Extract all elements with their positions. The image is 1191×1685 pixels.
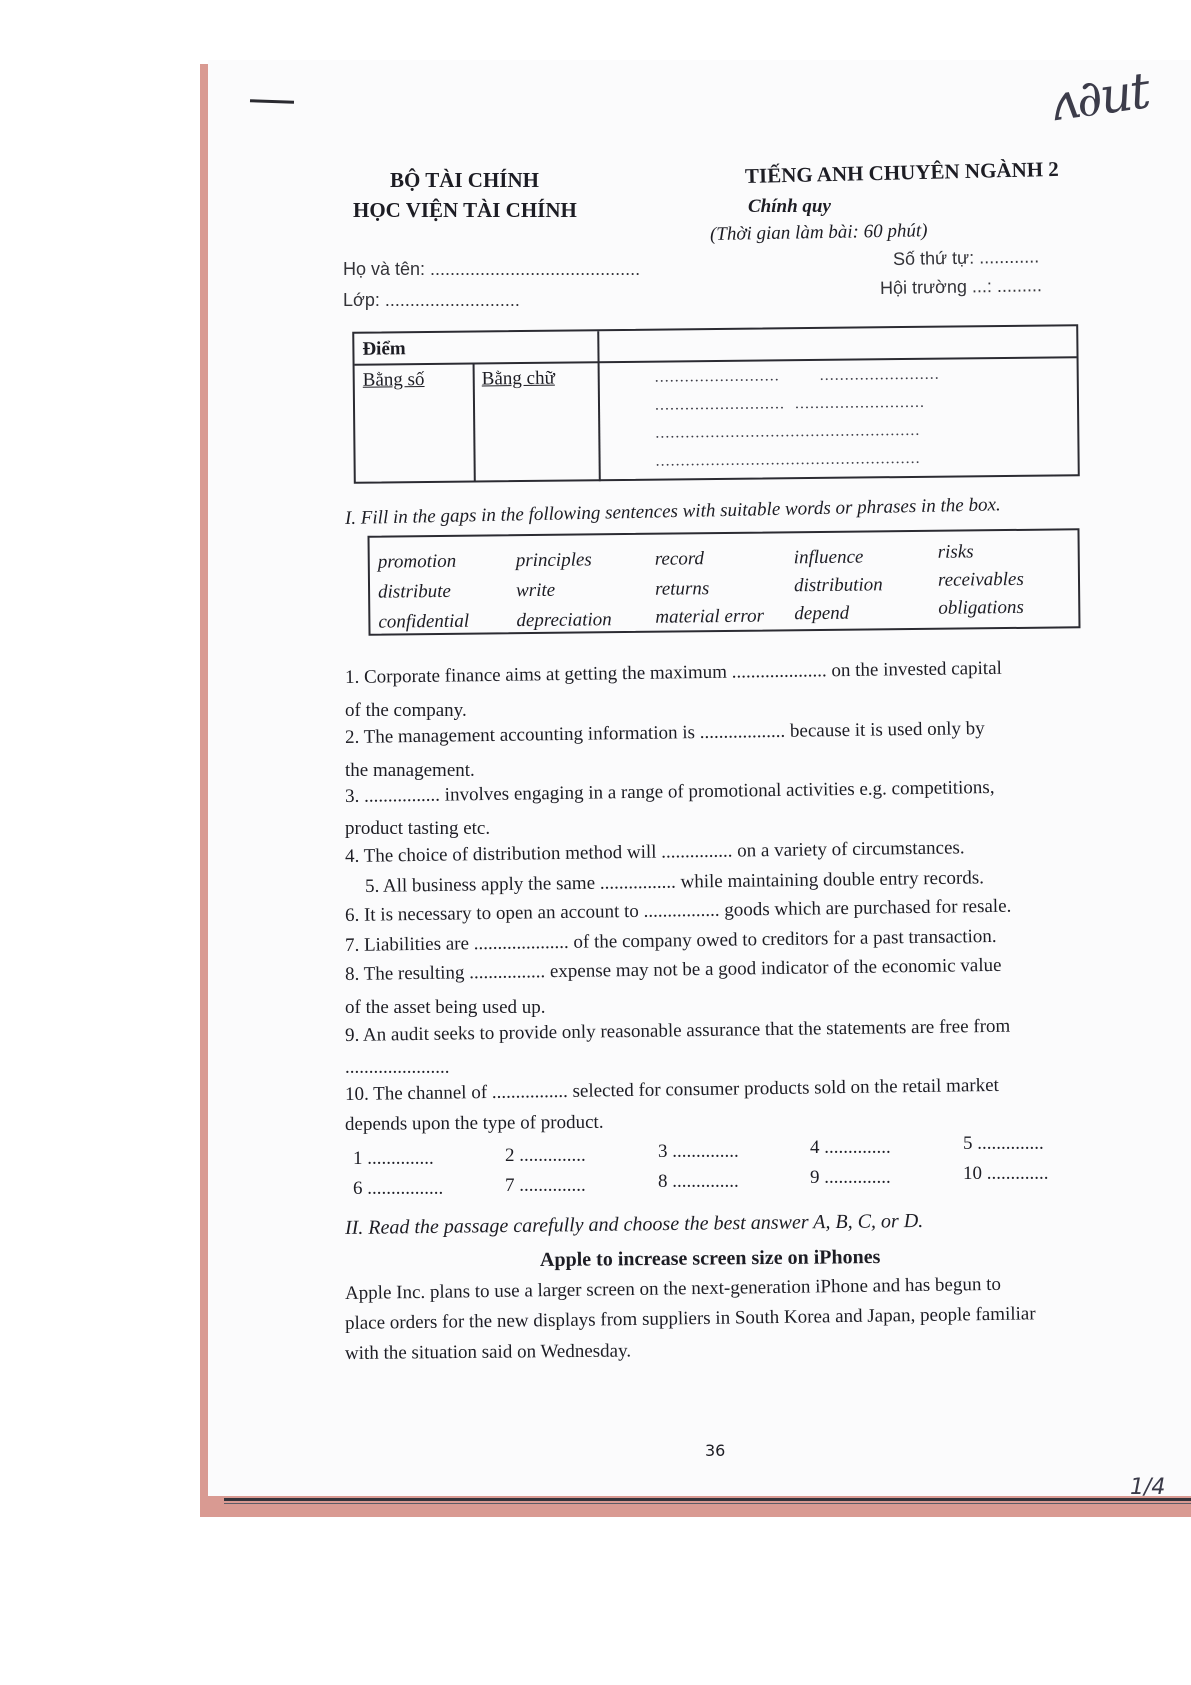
question-line: 5. All business apply the same ................ while maintaining double entry records. bbox=[364, 867, 985, 897]
word-option: distribution bbox=[793, 574, 883, 597]
word-option: promotion bbox=[377, 550, 457, 573]
section1-instruction: I. Fill in the gaps in the following sentences with suitable words or phrases in the box. bbox=[344, 494, 1001, 529]
score-table bbox=[352, 324, 1080, 484]
answer-slot: 5 .............. bbox=[963, 1133, 1044, 1154]
question-line: product tasting etc. bbox=[345, 818, 491, 839]
answer-slot: 1 .............. bbox=[353, 1148, 434, 1169]
word-option: record bbox=[654, 548, 705, 570]
question-line: ...................... bbox=[345, 1057, 450, 1078]
signature-line: ..................................................... bbox=[655, 421, 921, 442]
passage-line: with the situation said on Wednesday. bbox=[344, 1340, 632, 1364]
word-option: distribute bbox=[377, 580, 452, 603]
question-line: the management. bbox=[345, 760, 475, 781]
page-number: 36 bbox=[705, 1441, 726, 1460]
subject-title: TIẾNG ANH CHUYÊN NGÀNH 2 bbox=[744, 156, 1060, 188]
answer-slot: 6 ................ bbox=[353, 1178, 444, 1199]
word-option: principles bbox=[515, 549, 592, 572]
answer-slot: 8 .............. bbox=[658, 1171, 739, 1192]
exam-duration: (Thời gian làm bài: 60 phút) bbox=[709, 220, 928, 245]
score-label: Điểm bbox=[362, 338, 406, 360]
name-field: Họ và tên: .......................................... bbox=[343, 259, 641, 279]
question-line: 3. ................ involves engaging in a range of promotional activities e.g. competitions, bbox=[344, 776, 995, 807]
word-box bbox=[367, 528, 1080, 635]
question-line: 10. The channel of ................ selected for consumer products sold on the retail market bbox=[344, 1074, 999, 1105]
question-line: of the asset being used up. bbox=[345, 997, 546, 1018]
exam-room-field: Hội trường ...: ......... bbox=[879, 275, 1043, 298]
word-option: write bbox=[515, 579, 556, 602]
question-line: 8. The resulting ................ expense may not be a good indicator of the economic value bbox=[344, 954, 1002, 985]
corner-page-count: 1/4 bbox=[1130, 1475, 1166, 1500]
signature-line: .......................... .......................... bbox=[654, 393, 926, 414]
word-option: receivables bbox=[937, 568, 1024, 591]
handwritten-signature: ʌ∂ut bbox=[1046, 61, 1152, 133]
passage-line: Apple Inc. plans to use a larger screen on the next-generation iPhone and has begun to bbox=[344, 1273, 1002, 1304]
question-line: of the company. bbox=[345, 700, 467, 721]
word-option: influence bbox=[793, 546, 864, 569]
answer-slot: 9 .............. bbox=[810, 1167, 891, 1188]
academy-title: HỌC VIỆN TÀI CHÍNH bbox=[353, 198, 577, 222]
word-option: material error bbox=[655, 605, 765, 628]
answer-slot: 3 .............. bbox=[658, 1141, 739, 1162]
program-type: Chính quy bbox=[748, 196, 831, 217]
word-option: depreciation bbox=[516, 609, 612, 632]
word-option: depend bbox=[794, 602, 850, 625]
ministry-title: BỘ TÀI CHÍNH bbox=[390, 168, 539, 192]
word-option: risks bbox=[937, 541, 974, 563]
answer-slot: 2 .............. bbox=[505, 1145, 586, 1166]
table-divider bbox=[473, 363, 476, 483]
passage-title: Apple to increase screen size on iPhones bbox=[539, 1246, 881, 1271]
question-line: 7. Liabilities are .................... of the company owed to creditors for a past transaction. bbox=[344, 925, 997, 956]
signature-line: ..................................................... bbox=[655, 449, 921, 470]
signature-line: ......................... ........................ bbox=[654, 365, 940, 386]
section2-instruction: II. Read the passage carefully and choose the best answer A, B, C, or D. bbox=[344, 1209, 924, 1239]
question-line: 6. It is necessary to open an account to ................ goods which are purchased for resale. bbox=[344, 895, 1012, 926]
answer-slot: 7 .............. bbox=[505, 1175, 586, 1196]
score-in-numbers-label: Bằng số bbox=[362, 369, 425, 391]
class-field: Lớp: ........................... bbox=[343, 290, 520, 310]
question-line: 2. The management accounting information is .................. because it is used only by bbox=[344, 718, 985, 748]
question-line: 9. An audit seeks to provide only reasonable assurance that the statements are free from bbox=[344, 1015, 1011, 1046]
page-bottom-rule bbox=[224, 1503, 1191, 1504]
table-divider bbox=[355, 356, 1077, 365]
page-bottom-rule bbox=[224, 1498, 1191, 1501]
question-line: depends upon the type of product. bbox=[344, 1111, 604, 1135]
question-line: 4. The choice of distribution method will ............... on a variety of circumstances. bbox=[344, 837, 965, 867]
seat-number-field: Số thứ tự: ............ bbox=[892, 246, 1040, 269]
passage-line: place orders for the new displays from suppliers in South Korea and Japan, people familiar bbox=[344, 1303, 1036, 1334]
table-divider bbox=[597, 331, 600, 481]
word-option: obligations bbox=[938, 596, 1024, 619]
word-option: confidential bbox=[378, 610, 470, 633]
question-line: 1. Corporate finance aims at getting the maximum .................... on the invested capital bbox=[344, 657, 1002, 688]
score-in-words-label: Bằng chữ bbox=[481, 367, 555, 390]
answer-slot: 10 ............. bbox=[963, 1163, 1049, 1184]
word-option: returns bbox=[654, 578, 710, 600]
answer-slot: 4 .............. bbox=[810, 1137, 891, 1158]
